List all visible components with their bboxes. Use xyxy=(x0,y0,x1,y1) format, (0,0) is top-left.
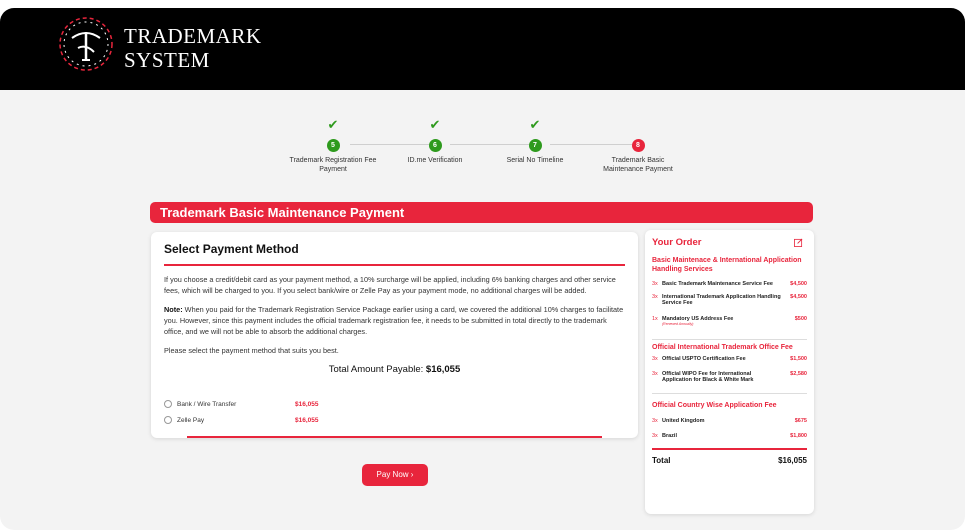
surcharge-info: If you choose a credit/debit card as your payment method, a 10% surcharge will be applied, including 6% banking charges and other service fees, which will be charged to you. If you select bank/wire or Zelle Pay as your payment mode, no additional charges will be added. xyxy=(164,275,616,295)
total-value: $16,055 xyxy=(425,364,461,375)
brand-name xyxy=(124,24,262,72)
check-icon: ✔ xyxy=(327,118,339,133)
section-title: Official Country Wise Application Fee xyxy=(652,401,777,409)
section-title: Official International Trademark Office Fee xyxy=(652,344,793,351)
order-item xyxy=(652,294,807,307)
order-item xyxy=(652,418,807,425)
progress-stepper xyxy=(288,118,688,188)
section-title: Basic Maintenace & International Application Handling Services xyxy=(652,257,802,273)
order-item xyxy=(652,433,807,440)
order-total-value: $16,055 xyxy=(778,455,807,465)
order-title: Your Order xyxy=(652,237,702,248)
payment-method-card xyxy=(151,232,638,438)
option-bank-wire[interactable] xyxy=(164,400,319,408)
step-label: Serial No Timeline xyxy=(506,157,564,164)
item-qty: 3x xyxy=(652,433,658,439)
radio-button[interactable] xyxy=(164,416,172,424)
order-total-label: Total xyxy=(652,455,671,465)
option-price: $16,055 xyxy=(295,416,319,424)
option-zelle-pay[interactable] xyxy=(164,416,319,424)
item-note: (Renewed Annually) xyxy=(662,322,694,326)
card-accent-line xyxy=(187,436,602,438)
radio-button[interactable] xyxy=(164,400,172,408)
item-qty: 3x xyxy=(652,281,658,287)
item-price: $1,800 xyxy=(790,433,807,439)
page-frame xyxy=(0,8,965,530)
option-price: $16,055 xyxy=(295,400,319,408)
item-name: United Kingdom xyxy=(662,417,705,424)
step-label: Trademark Basic Maintenance Payment xyxy=(603,157,673,173)
step-number: 8 xyxy=(632,139,645,152)
item-price: $4,500 xyxy=(790,293,807,300)
step-label: ID.me Verification xyxy=(407,157,463,164)
pay-now-button[interactable]: Pay Now › xyxy=(362,464,428,486)
order-item xyxy=(652,356,807,363)
option-label: Bank / Wire Transfer xyxy=(177,400,237,408)
note-text: When you paid for the Trademark Registration Service Package earlier using a card, we covered the additional 10% charges to facilitate you. However, since this payment includes the official trademark registration fee, it needs to be submitted in total directly to the trademark office, and we will not be able to absorb the additional charges. xyxy=(164,305,624,336)
brand-line-1: TRADEMARK xyxy=(124,24,262,48)
payment-heading: Select Payment Method xyxy=(164,242,299,256)
item-qty: 1x xyxy=(652,315,658,322)
section-banner: Trademark Basic Maintenance Payment xyxy=(150,202,813,223)
heading-underline xyxy=(164,264,625,266)
brand-line-2: SYSTEM xyxy=(124,48,210,72)
total-label: Total Amount Payable: xyxy=(328,364,426,375)
trademark-logo-icon[interactable] xyxy=(56,14,116,74)
item-name: Brazil xyxy=(662,433,677,439)
header-bar xyxy=(0,8,965,90)
order-item xyxy=(652,281,807,288)
order-summary xyxy=(645,230,814,514)
item-name: Official WIPO Fee for International Application for Black & White Mark xyxy=(662,370,754,383)
total-payable xyxy=(164,364,625,375)
item-price: $1,500 xyxy=(790,356,807,362)
note-label: Note: xyxy=(164,305,183,314)
section-divider xyxy=(652,339,807,340)
step-8 xyxy=(593,118,683,174)
item-qty: 3x xyxy=(652,356,658,362)
total-divider xyxy=(652,448,807,450)
item-price: $675 xyxy=(794,417,807,424)
item-price: $500 xyxy=(794,315,807,322)
step-6 xyxy=(390,118,480,165)
item-price: $4,500 xyxy=(790,281,807,287)
check-icon: ✔ xyxy=(429,118,441,133)
item-name: International Trademark Application Handling Service Fee xyxy=(662,293,781,306)
step-number: 6 xyxy=(429,139,442,152)
step-7 xyxy=(490,118,580,165)
item-qty: 3x xyxy=(652,293,658,300)
item-name: Mandatory US Address Fee xyxy=(662,315,734,322)
item-qty: 3x xyxy=(652,370,658,377)
step-number: 5 xyxy=(327,139,340,152)
item-name: Basic Trademark Maintenance Service Fee xyxy=(662,281,773,287)
order-total xyxy=(652,456,807,465)
step-5 xyxy=(288,118,378,174)
select-instruction: Please select the payment method that suits you best. xyxy=(164,346,339,355)
step-label: Trademark Registration Fee Payment xyxy=(289,157,377,173)
section-divider xyxy=(652,393,807,394)
order-item xyxy=(652,371,807,384)
item-qty: 3x xyxy=(652,417,658,424)
item-name: Official USPTO Certification Fee xyxy=(662,356,746,362)
option-label: Zelle Pay xyxy=(177,416,205,424)
edit-icon[interactable] xyxy=(794,238,803,247)
item-price: $2,580 xyxy=(790,370,807,377)
note-paragraph xyxy=(164,304,625,337)
check-icon: ✔ xyxy=(529,118,541,133)
step-number: 7 xyxy=(529,139,542,152)
